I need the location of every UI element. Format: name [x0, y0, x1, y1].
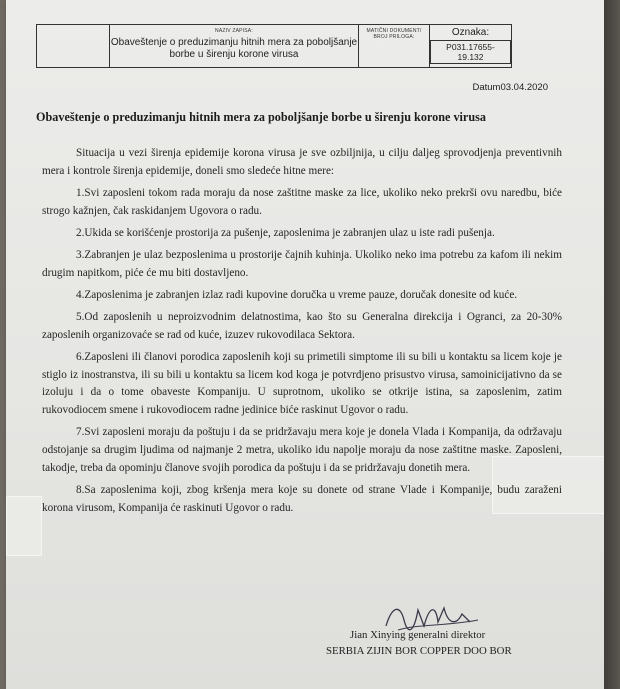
page-title: Obaveštenje o preduzimanju hitnih mera za poboljšanje borbe u širenju korone virusa [36, 110, 486, 124]
header-code-cell [430, 25, 511, 67]
tape-left [6, 496, 42, 556]
paragraph-measure-1: 1.Svi zaposleni tokom rada moraju da nose zaštitne maske za lice, ukoliko neko prekrši ovu naredbu, biće strogo kažnjen, čak raskidanjem Ugovora o radu. [42, 186, 562, 217]
paragraph-measure-6: 6.Zaposleni ili članovi porodica zaposlenih koji su primetili simptome ili su bili u kontaktu sa licem koje je stiglo iz inostranstva, ili su bili u kontaktu sa licem kod koga je potvrdjeno prisustvo virusa, samoinicijativno da se izoluju i da o tome obaveste Kompaniju. U suprotnom, ukoliko se otkrije istina, sa zaposlenim, zatim rukovodiocem smene i rukovodiocem radne jedinice biće raskinut Ugovor o radu. [42, 350, 562, 417]
label-maticni: MATIČNI DOKUMENT/ BROJ PRILOGA: [366, 28, 422, 40]
notice-body [42, 145, 562, 522]
document-date: Datum03.04.2020 [472, 82, 548, 93]
company-name: SERBIA ZIJIN BOR COPPER DOO BOR [326, 645, 512, 657]
paragraph-intro: Situacija u vezi širenja epidemije korona virusa je sve ozbiljnija, u cilju daljeg sprovodjenja preventivnih mera i kontrole širenja epidemije, doneli smo sledeće hitne mere: [42, 147, 562, 177]
paragraph-measure-2: 2.Ukida se korišćenje prostorija za pušenje, zaposlenima je zabranjen ulaz u iste radi pušenja. [76, 226, 495, 239]
label-naziv: NAZIV ZAPISA: [215, 28, 253, 34]
paragraph-measure-7: 7.Svi zaposleni moraju da poštuju i da se pridržavaju mera koje je donela Vlada i Kompanija, da održavaju odstojanje sa drugim ljudima od najmanje 2 metra, ukoliko idu napolje moraju da nose zaštitne maske. Zaposleni, takodje, treba da opominju članove svojih porodica da poštuju i da se pridržavaju donetih mera. [42, 426, 562, 475]
background-wall [604, 0, 620, 689]
signatory-name: Jian Xinying generalni direktor [350, 629, 486, 641]
paragraph-measure-5: 5.Od zaposlenih u neproizvodnim delatnostima, kao što su Generalna direkcija i Ogranci, za 20-30% zaposlenih organizovaće se rad od kuće, izuzev rukovodilaca Sektora. [42, 310, 562, 341]
document-code: P031.17655-19.132 [430, 40, 511, 64]
header-logo-cell [37, 25, 110, 67]
header-maticni-cell [359, 25, 430, 67]
header-doc-title: Obaveštenje o preduzimanju hitnih mera za poboljšanje borbe u širenju korone virusa [110, 37, 358, 60]
notice-sheet [6, 0, 604, 689]
label-oznaka: Oznaka: [451, 27, 490, 38]
paragraph-measure-8: 8.Sa zaposlenima koji, zbog kršenja mera koje su donete od strane Vlade i Kompanije, budu zaraženi korona virusom, Kompanija će raskinuti Ugovor o radu. [42, 484, 562, 515]
header-title-cell [110, 25, 359, 67]
paragraph-measure-4: 4.Zaposlenima je zabranjen izlaz radi kupovine doručka u vreme pauze, doručak donesite od kuće. [76, 288, 518, 301]
header-table [36, 24, 512, 68]
paragraph-measure-3: 3.Zabranjen je ulaz bezposlenima u prostorije čajnih kuhinja. Ukoliko neko ima potrebu za kafom ili nekim drugim napitkom, piće će mu biti dostavljeno. [42, 248, 562, 279]
